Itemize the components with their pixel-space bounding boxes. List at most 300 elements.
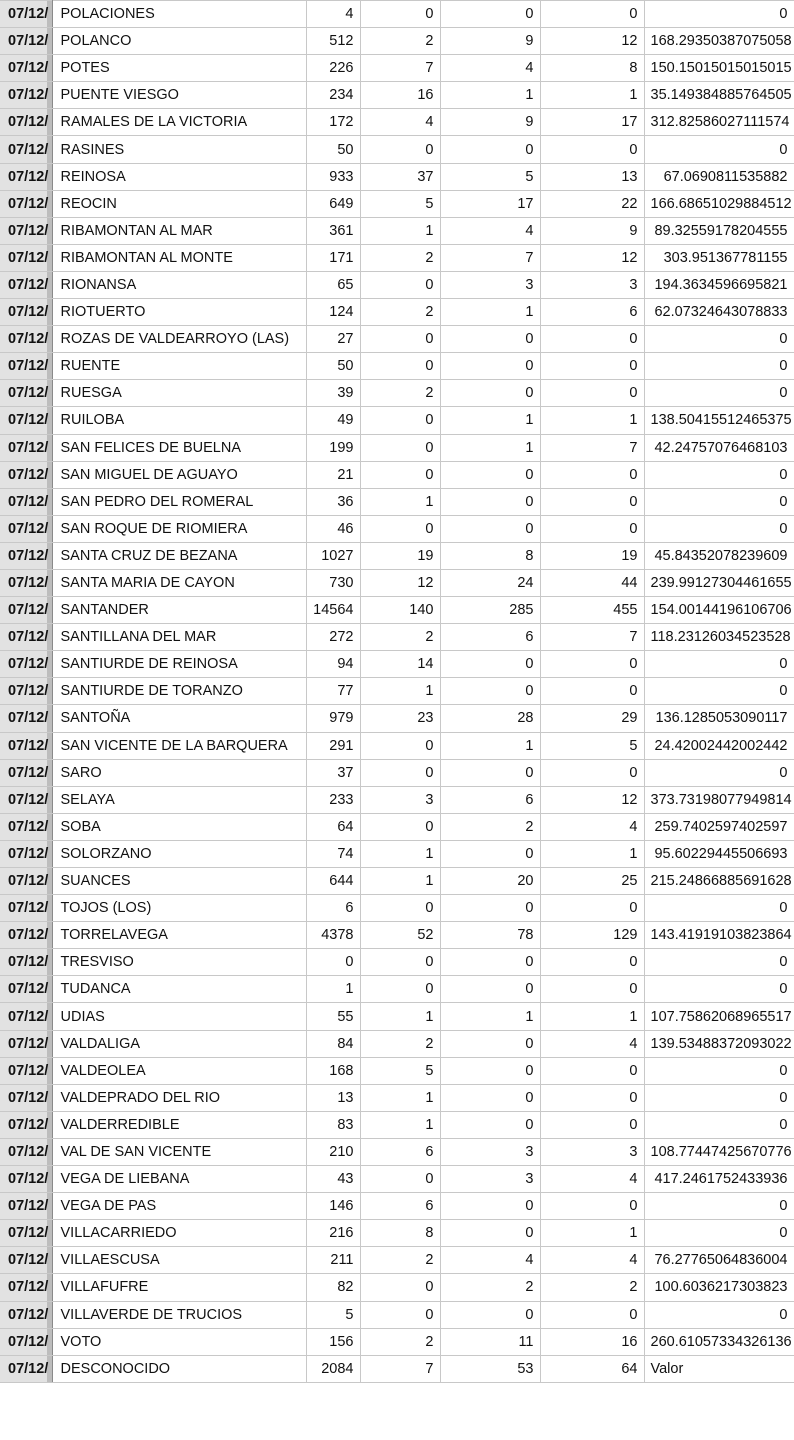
count-cell-2[interactable]: 16 [360, 82, 440, 109]
count-cell-4[interactable]: 1 [540, 1220, 644, 1247]
count-cell-2[interactable]: 2 [360, 28, 440, 55]
count-cell-3[interactable]: 0 [440, 651, 540, 678]
count-cell-3[interactable]: 285 [440, 597, 540, 624]
rate-cell[interactable]: 168.29350387075058 [644, 28, 794, 55]
count-cell-3[interactable]: 3 [440, 1138, 540, 1165]
count-cell-1[interactable]: 979 [306, 705, 360, 732]
municipality-cell[interactable]: RIBAMONTAN AL MAR [52, 217, 306, 244]
count-cell-2[interactable]: 37 [360, 163, 440, 190]
count-cell-1[interactable]: 27 [306, 326, 360, 353]
count-cell-3[interactable]: 7 [440, 244, 540, 271]
count-cell-3[interactable]: 0 [440, 1030, 540, 1057]
municipality-cell[interactable]: VALDEPRADO DEL RIO [52, 1084, 306, 1111]
date-cell[interactable]: 07/12/ [0, 1057, 52, 1084]
count-cell-4[interactable]: 4 [540, 813, 644, 840]
count-cell-4[interactable]: 0 [540, 895, 644, 922]
municipality-cell[interactable]: SANTA MARIA DE CAYON [52, 569, 306, 596]
count-cell-2[interactable]: 1 [360, 1084, 440, 1111]
count-cell-4[interactable]: 0 [540, 380, 644, 407]
count-cell-4[interactable]: 16 [540, 1328, 644, 1355]
count-cell-2[interactable]: 14 [360, 651, 440, 678]
count-cell-3[interactable]: 0 [440, 353, 540, 380]
count-cell-2[interactable]: 19 [360, 542, 440, 569]
count-cell-4[interactable]: 0 [540, 759, 644, 786]
rate-cell[interactable]: 0 [644, 380, 794, 407]
count-cell-3[interactable]: 3 [440, 271, 540, 298]
count-cell-4[interactable]: 1 [540, 840, 644, 867]
count-cell-3[interactable]: 0 [440, 380, 540, 407]
count-cell-2[interactable]: 23 [360, 705, 440, 732]
count-cell-2[interactable]: 8 [360, 1220, 440, 1247]
count-cell-3[interactable]: 0 [440, 678, 540, 705]
rate-cell[interactable]: 0 [644, 488, 794, 515]
count-cell-3[interactable]: 0 [440, 1301, 540, 1328]
municipality-cell[interactable]: SELAYA [52, 786, 306, 813]
count-cell-4[interactable]: 0 [540, 651, 644, 678]
count-cell-2[interactable]: 2 [360, 624, 440, 651]
rate-cell[interactable]: 0 [644, 1193, 794, 1220]
municipality-cell[interactable]: SUANCES [52, 868, 306, 895]
count-cell-3[interactable]: 9 [440, 28, 540, 55]
date-cell[interactable]: 07/12/ [0, 1328, 52, 1355]
count-cell-2[interactable]: 5 [360, 190, 440, 217]
count-cell-2[interactable]: 1 [360, 1111, 440, 1138]
count-cell-4[interactable]: 3 [540, 271, 644, 298]
rate-cell[interactable]: 0 [644, 1, 794, 28]
date-cell[interactable]: 07/12/ [0, 542, 52, 569]
rate-cell[interactable]: 0 [644, 461, 794, 488]
municipality-cell[interactable]: TOJOS (LOS) [52, 895, 306, 922]
count-cell-3[interactable]: 2 [440, 1274, 540, 1301]
count-cell-2[interactable]: 5 [360, 1057, 440, 1084]
municipality-cell[interactable]: SARO [52, 759, 306, 786]
municipality-cell[interactable]: VEGA DE PAS [52, 1193, 306, 1220]
count-cell-1[interactable]: 14564 [306, 597, 360, 624]
date-cell[interactable]: 07/12/ [0, 1030, 52, 1057]
count-cell-4[interactable]: 0 [540, 1193, 644, 1220]
count-cell-1[interactable]: 64 [306, 813, 360, 840]
count-cell-4[interactable]: 12 [540, 786, 644, 813]
rate-cell[interactable]: 0 [644, 651, 794, 678]
municipality-cell[interactable]: RASINES [52, 136, 306, 163]
date-cell[interactable]: 07/12/ [0, 136, 52, 163]
municipality-cell[interactable]: VALDERREDIBLE [52, 1111, 306, 1138]
count-cell-4[interactable]: 0 [540, 1111, 644, 1138]
count-cell-1[interactable]: 13 [306, 1084, 360, 1111]
date-cell[interactable]: 07/12/ [0, 813, 52, 840]
rate-cell[interactable]: 108.77447425670776 [644, 1138, 794, 1165]
count-cell-2[interactable]: 2 [360, 299, 440, 326]
count-cell-3[interactable]: 28 [440, 705, 540, 732]
count-cell-4[interactable]: 1 [540, 1003, 644, 1030]
date-cell[interactable]: 07/12/ [0, 976, 52, 1003]
count-cell-2[interactable]: 0 [360, 326, 440, 353]
rate-cell[interactable]: 0 [644, 949, 794, 976]
count-cell-4[interactable]: 0 [540, 949, 644, 976]
count-cell-2[interactable]: 0 [360, 1166, 440, 1193]
date-cell[interactable]: 07/12/ [0, 949, 52, 976]
rate-cell[interactable]: 89.32559178204555 [644, 217, 794, 244]
municipality-cell[interactable]: VAL DE SAN VICENTE [52, 1138, 306, 1165]
count-cell-4[interactable]: 0 [540, 488, 644, 515]
count-cell-3[interactable]: 0 [440, 759, 540, 786]
date-cell[interactable]: 07/12/ [0, 922, 52, 949]
rate-cell[interactable]: 215.24866885691628 [644, 868, 794, 895]
count-cell-3[interactable]: 4 [440, 217, 540, 244]
count-cell-4[interactable]: 0 [540, 1, 644, 28]
date-cell[interactable]: 07/12/ [0, 868, 52, 895]
rate-cell[interactable]: 154.00144196106706 [644, 597, 794, 624]
count-cell-2[interactable]: 3 [360, 786, 440, 813]
date-cell[interactable]: 07/12/ [0, 1, 52, 28]
count-cell-1[interactable]: 2084 [306, 1355, 360, 1382]
count-cell-4[interactable]: 9 [540, 217, 644, 244]
count-cell-3[interactable]: 4 [440, 55, 540, 82]
count-cell-1[interactable]: 65 [306, 271, 360, 298]
date-cell[interactable]: 07/12/ [0, 515, 52, 542]
rate-cell[interactable]: 0 [644, 759, 794, 786]
count-cell-2[interactable]: 0 [360, 434, 440, 461]
rate-cell[interactable]: 0 [644, 895, 794, 922]
count-cell-2[interactable]: 1 [360, 840, 440, 867]
date-cell[interactable]: 07/12/ [0, 597, 52, 624]
count-cell-2[interactable]: 0 [360, 759, 440, 786]
rate-cell[interactable]: 42.24757076468103 [644, 434, 794, 461]
count-cell-2[interactable]: 1 [360, 488, 440, 515]
count-cell-2[interactable]: 7 [360, 1355, 440, 1382]
municipality-cell[interactable]: RUESGA [52, 380, 306, 407]
municipality-cell[interactable]: POTES [52, 55, 306, 82]
rate-cell[interactable]: Valor [644, 1355, 794, 1382]
count-cell-2[interactable]: 0 [360, 353, 440, 380]
municipality-cell[interactable]: SAN PEDRO DEL ROMERAL [52, 488, 306, 515]
rate-cell[interactable]: 0 [644, 1084, 794, 1111]
count-cell-1[interactable]: 171 [306, 244, 360, 271]
municipality-cell[interactable]: SAN ROQUE DE RIOMIERA [52, 515, 306, 542]
municipality-cell[interactable]: RIONANSA [52, 271, 306, 298]
count-cell-4[interactable]: 1 [540, 82, 644, 109]
count-cell-1[interactable]: 156 [306, 1328, 360, 1355]
date-cell[interactable]: 07/12/ [0, 1274, 52, 1301]
date-cell[interactable]: 07/12/ [0, 488, 52, 515]
rate-cell[interactable]: 0 [644, 515, 794, 542]
date-cell[interactable]: 07/12/ [0, 1355, 52, 1382]
municipality-cell[interactable]: VILLACARRIEDO [52, 1220, 306, 1247]
municipality-cell[interactable]: SOLORZANO [52, 840, 306, 867]
date-cell[interactable]: 07/12/ [0, 109, 52, 136]
count-cell-3[interactable]: 9 [440, 109, 540, 136]
count-cell-2[interactable]: 0 [360, 407, 440, 434]
count-cell-2[interactable]: 0 [360, 813, 440, 840]
count-cell-2[interactable]: 6 [360, 1193, 440, 1220]
count-cell-3[interactable]: 1 [440, 299, 540, 326]
count-cell-2[interactable]: 1 [360, 217, 440, 244]
count-cell-4[interactable]: 6 [540, 299, 644, 326]
count-cell-3[interactable]: 0 [440, 1057, 540, 1084]
count-cell-4[interactable]: 12 [540, 244, 644, 271]
count-cell-2[interactable]: 0 [360, 895, 440, 922]
municipality-cell[interactable]: RUILOBA [52, 407, 306, 434]
count-cell-4[interactable]: 22 [540, 190, 644, 217]
date-cell[interactable]: 07/12/ [0, 1193, 52, 1220]
municipality-cell[interactable]: POLACIONES [52, 1, 306, 28]
municipality-cell[interactable]: RAMALES DE LA VICTORIA [52, 109, 306, 136]
municipality-cell[interactable]: VALDEOLEA [52, 1057, 306, 1084]
count-cell-2[interactable]: 0 [360, 949, 440, 976]
date-cell[interactable]: 07/12/ [0, 434, 52, 461]
rate-cell[interactable]: 239.99127304461655 [644, 569, 794, 596]
count-cell-4[interactable]: 19 [540, 542, 644, 569]
municipality-cell[interactable]: SOBA [52, 813, 306, 840]
count-cell-3[interactable]: 0 [440, 515, 540, 542]
count-cell-4[interactable]: 4 [540, 1247, 644, 1274]
count-cell-4[interactable]: 17 [540, 109, 644, 136]
date-cell[interactable]: 07/12/ [0, 271, 52, 298]
count-cell-1[interactable]: 39 [306, 380, 360, 407]
date-cell[interactable]: 07/12/ [0, 244, 52, 271]
rate-cell[interactable]: 0 [644, 1057, 794, 1084]
count-cell-3[interactable]: 24 [440, 569, 540, 596]
rate-cell[interactable]: 0 [644, 326, 794, 353]
rate-cell[interactable]: 0 [644, 976, 794, 1003]
count-cell-1[interactable]: 730 [306, 569, 360, 596]
count-cell-4[interactable]: 4 [540, 1030, 644, 1057]
municipality-cell[interactable]: SANTOÑA [52, 705, 306, 732]
date-cell[interactable]: 07/12/ [0, 1138, 52, 1165]
count-cell-3[interactable]: 4 [440, 1247, 540, 1274]
count-cell-2[interactable]: 1 [360, 1003, 440, 1030]
count-cell-4[interactable]: 7 [540, 624, 644, 651]
count-cell-1[interactable]: 234 [306, 82, 360, 109]
municipality-cell[interactable]: TORRELAVEGA [52, 922, 306, 949]
count-cell-4[interactable]: 13 [540, 163, 644, 190]
count-cell-1[interactable]: 4378 [306, 922, 360, 949]
municipality-cell[interactable]: UDIAS [52, 1003, 306, 1030]
count-cell-2[interactable]: 0 [360, 1, 440, 28]
count-cell-4[interactable]: 0 [540, 976, 644, 1003]
count-cell-1[interactable]: 211 [306, 1247, 360, 1274]
count-cell-1[interactable]: 50 [306, 353, 360, 380]
count-cell-1[interactable]: 84 [306, 1030, 360, 1057]
count-cell-3[interactable]: 1 [440, 407, 540, 434]
count-cell-2[interactable]: 6 [360, 1138, 440, 1165]
count-cell-1[interactable]: 6 [306, 895, 360, 922]
municipality-cell[interactable]: REINOSA [52, 163, 306, 190]
rate-cell[interactable]: 0 [644, 678, 794, 705]
count-cell-1[interactable]: 1027 [306, 542, 360, 569]
count-cell-4[interactable]: 25 [540, 868, 644, 895]
count-cell-4[interactable]: 455 [540, 597, 644, 624]
date-cell[interactable]: 07/12/ [0, 678, 52, 705]
municipality-cell[interactable]: RIBAMONTAN AL MONTE [52, 244, 306, 271]
count-cell-4[interactable]: 0 [540, 678, 644, 705]
count-cell-3[interactable]: 0 [440, 1220, 540, 1247]
count-cell-3[interactable]: 20 [440, 868, 540, 895]
date-cell[interactable]: 07/12/ [0, 217, 52, 244]
count-cell-3[interactable]: 0 [440, 488, 540, 515]
count-cell-1[interactable]: 291 [306, 732, 360, 759]
count-cell-1[interactable]: 43 [306, 1166, 360, 1193]
count-cell-3[interactable]: 0 [440, 1111, 540, 1138]
rate-cell[interactable]: 303.951367781155 [644, 244, 794, 271]
count-cell-4[interactable]: 44 [540, 569, 644, 596]
date-cell[interactable]: 07/12/ [0, 569, 52, 596]
rate-cell[interactable]: 194.3634596695821 [644, 271, 794, 298]
count-cell-3[interactable]: 6 [440, 624, 540, 651]
date-cell[interactable]: 07/12/ [0, 1301, 52, 1328]
date-cell[interactable]: 07/12/ [0, 407, 52, 434]
rate-cell[interactable]: 0 [644, 136, 794, 163]
date-cell[interactable]: 07/12/ [0, 1003, 52, 1030]
count-cell-4[interactable]: 0 [540, 1301, 644, 1328]
date-cell[interactable]: 07/12/ [0, 1166, 52, 1193]
count-cell-3[interactable]: 0 [440, 840, 540, 867]
municipality-cell[interactable]: SANTIURDE DE TORANZO [52, 678, 306, 705]
count-cell-2[interactable]: 0 [360, 1301, 440, 1328]
count-cell-1[interactable]: 172 [306, 109, 360, 136]
count-cell-1[interactable]: 168 [306, 1057, 360, 1084]
count-cell-3[interactable]: 0 [440, 1193, 540, 1220]
count-cell-4[interactable]: 4 [540, 1166, 644, 1193]
municipality-cell[interactable]: PUENTE VIESGO [52, 82, 306, 109]
count-cell-2[interactable]: 2 [360, 244, 440, 271]
count-cell-3[interactable]: 78 [440, 922, 540, 949]
count-cell-2[interactable]: 0 [360, 461, 440, 488]
rate-cell[interactable]: 139.53488372093022 [644, 1030, 794, 1057]
date-cell[interactable]: 07/12/ [0, 299, 52, 326]
rate-cell[interactable]: 24.42002442002442 [644, 732, 794, 759]
count-cell-1[interactable]: 216 [306, 1220, 360, 1247]
rate-cell[interactable]: 76.27765064836004 [644, 1247, 794, 1274]
rate-cell[interactable]: 100.6036217303823 [644, 1274, 794, 1301]
count-cell-4[interactable]: 0 [540, 515, 644, 542]
date-cell[interactable]: 07/12/ [0, 732, 52, 759]
count-cell-3[interactable]: 17 [440, 190, 540, 217]
count-cell-4[interactable]: 0 [540, 1084, 644, 1111]
municipality-cell[interactable]: SAN VICENTE DE LA BARQUERA [52, 732, 306, 759]
count-cell-2[interactable]: 2 [360, 380, 440, 407]
date-cell[interactable]: 07/12/ [0, 1247, 52, 1274]
count-cell-1[interactable]: 226 [306, 55, 360, 82]
count-cell-2[interactable]: 52 [360, 922, 440, 949]
municipality-cell[interactable]: SAN FELICES DE BUELNA [52, 434, 306, 461]
rate-cell[interactable]: 138.50415512465375 [644, 407, 794, 434]
date-cell[interactable]: 07/12/ [0, 380, 52, 407]
count-cell-3[interactable]: 1 [440, 1003, 540, 1030]
count-cell-4[interactable]: 3 [540, 1138, 644, 1165]
date-cell[interactable]: 07/12/ [0, 461, 52, 488]
date-cell[interactable]: 07/12/ [0, 651, 52, 678]
date-cell[interactable]: 07/12/ [0, 1111, 52, 1138]
rate-cell[interactable]: 143.41919103823864 [644, 922, 794, 949]
count-cell-4[interactable]: 64 [540, 1355, 644, 1382]
rate-cell[interactable]: 312.82586027111574 [644, 109, 794, 136]
count-cell-3[interactable]: 6 [440, 786, 540, 813]
count-cell-4[interactable]: 29 [540, 705, 644, 732]
count-cell-3[interactable]: 0 [440, 461, 540, 488]
count-cell-1[interactable]: 46 [306, 515, 360, 542]
municipality-cell[interactable]: POLANCO [52, 28, 306, 55]
count-cell-4[interactable]: 8 [540, 55, 644, 82]
count-cell-1[interactable]: 77 [306, 678, 360, 705]
municipality-cell[interactable]: RIOTUERTO [52, 299, 306, 326]
count-cell-4[interactable]: 0 [540, 353, 644, 380]
municipality-cell[interactable]: VILLAESCUSA [52, 1247, 306, 1274]
rate-cell[interactable]: 62.07324643078833 [644, 299, 794, 326]
count-cell-1[interactable]: 1 [306, 976, 360, 1003]
count-cell-1[interactable]: 83 [306, 1111, 360, 1138]
count-cell-1[interactable]: 55 [306, 1003, 360, 1030]
rate-cell[interactable]: 0 [644, 1220, 794, 1247]
date-cell[interactable]: 07/12/ [0, 759, 52, 786]
count-cell-3[interactable]: 0 [440, 895, 540, 922]
rate-cell[interactable]: 0 [644, 353, 794, 380]
municipality-cell[interactable]: VEGA DE LIEBANA [52, 1166, 306, 1193]
count-cell-1[interactable]: 4 [306, 1, 360, 28]
rate-cell[interactable]: 136.1285053090117 [644, 705, 794, 732]
count-cell-2[interactable]: 0 [360, 271, 440, 298]
count-cell-1[interactable]: 94 [306, 651, 360, 678]
count-cell-4[interactable]: 2 [540, 1274, 644, 1301]
count-cell-3[interactable]: 0 [440, 1084, 540, 1111]
municipality-cell[interactable]: VALDALIGA [52, 1030, 306, 1057]
count-cell-3[interactable]: 0 [440, 1, 540, 28]
municipality-cell[interactable]: SANTILLANA DEL MAR [52, 624, 306, 651]
count-cell-2[interactable]: 0 [360, 976, 440, 1003]
count-cell-1[interactable]: 361 [306, 217, 360, 244]
municipality-cell[interactable]: SANTIURDE DE REINOSA [52, 651, 306, 678]
count-cell-1[interactable]: 21 [306, 461, 360, 488]
date-cell[interactable]: 07/12/ [0, 786, 52, 813]
rate-cell[interactable]: 260.61057334326136 [644, 1328, 794, 1355]
municipality-cell[interactable]: REOCIN [52, 190, 306, 217]
count-cell-3[interactable]: 1 [440, 434, 540, 461]
count-cell-1[interactable]: 649 [306, 190, 360, 217]
count-cell-1[interactable]: 0 [306, 949, 360, 976]
date-cell[interactable]: 07/12/ [0, 895, 52, 922]
date-cell[interactable]: 07/12/ [0, 163, 52, 190]
municipality-cell[interactable]: VOTO [52, 1328, 306, 1355]
count-cell-4[interactable]: 0 [540, 1057, 644, 1084]
count-cell-1[interactable]: 512 [306, 28, 360, 55]
count-cell-3[interactable]: 0 [440, 136, 540, 163]
count-cell-4[interactable]: 0 [540, 461, 644, 488]
count-cell-1[interactable]: 199 [306, 434, 360, 461]
date-cell[interactable]: 07/12/ [0, 1220, 52, 1247]
count-cell-2[interactable]: 2 [360, 1030, 440, 1057]
count-cell-1[interactable]: 50 [306, 136, 360, 163]
date-cell[interactable]: 07/12/ [0, 1084, 52, 1111]
municipality-cell[interactable]: TUDANCA [52, 976, 306, 1003]
count-cell-3[interactable]: 3 [440, 1166, 540, 1193]
municipality-cell[interactable]: SANTA CRUZ DE BEZANA [52, 542, 306, 569]
date-cell[interactable]: 07/12/ [0, 190, 52, 217]
municipality-cell[interactable]: VILLAVERDE DE TRUCIOS [52, 1301, 306, 1328]
municipality-cell[interactable]: DESCONOCIDO [52, 1355, 306, 1382]
count-cell-2[interactable]: 0 [360, 732, 440, 759]
count-cell-3[interactable]: 5 [440, 163, 540, 190]
municipality-cell[interactable]: VILLAFUFRE [52, 1274, 306, 1301]
rate-cell[interactable]: 166.68651029884512 [644, 190, 794, 217]
count-cell-4[interactable]: 129 [540, 922, 644, 949]
count-cell-1[interactable]: 37 [306, 759, 360, 786]
count-cell-3[interactable]: 0 [440, 976, 540, 1003]
count-cell-3[interactable]: 8 [440, 542, 540, 569]
count-cell-1[interactable]: 146 [306, 1193, 360, 1220]
count-cell-1[interactable]: 933 [306, 163, 360, 190]
municipality-cell[interactable]: RUENTE [52, 353, 306, 380]
count-cell-1[interactable]: 82 [306, 1274, 360, 1301]
